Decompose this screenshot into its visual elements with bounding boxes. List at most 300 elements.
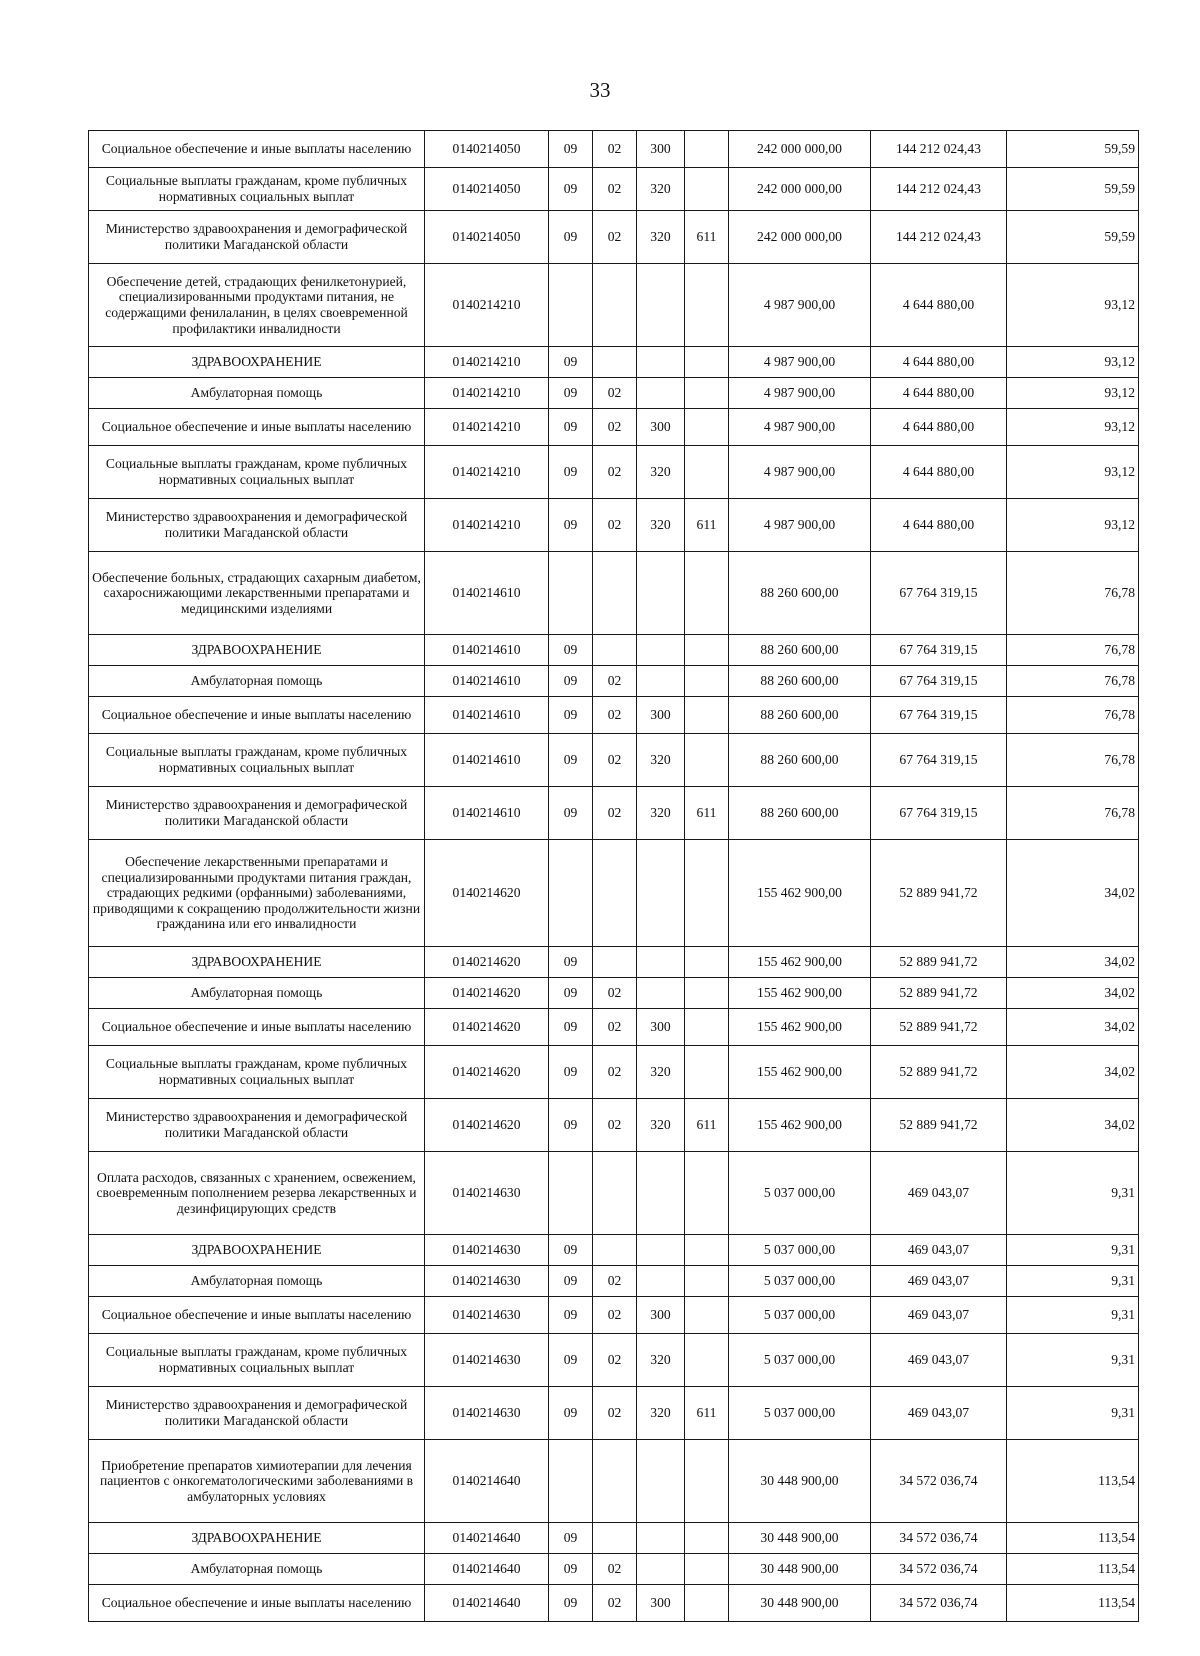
actual-amount: 52 889 941,72 xyxy=(871,978,1007,1009)
table-row xyxy=(89,264,1139,347)
planned-amount: 88 260 600,00 xyxy=(729,552,871,635)
section-code: 09 xyxy=(549,787,593,840)
subsection-code: 02 xyxy=(593,978,637,1009)
table-row xyxy=(89,409,1139,446)
planned-amount: 4 987 900,00 xyxy=(729,409,871,446)
section-code xyxy=(549,552,593,635)
table-row xyxy=(89,1387,1139,1440)
subsection-code: 02 xyxy=(593,697,637,734)
planned-amount: 88 260 600,00 xyxy=(729,697,871,734)
expense-type-code: 320 xyxy=(637,168,685,211)
target-article-code: 0140214630 xyxy=(425,1266,549,1297)
row-name: Социальное обеспечение и иные выплаты населению xyxy=(89,409,425,446)
row-name: Социальные выплаты гражданам, кроме публичных нормативных социальных выплат xyxy=(89,446,425,499)
expense-type-code: 300 xyxy=(637,1009,685,1046)
expense-type-code xyxy=(637,666,685,697)
table-row xyxy=(89,1266,1139,1297)
actual-amount: 469 043,07 xyxy=(871,1297,1007,1334)
table-row xyxy=(89,1334,1139,1387)
row-name: Обеспечение больных, страдающих сахарным диабетом, сахароснижающими лекарственными препаратами и медицинскими изделиями xyxy=(89,552,425,635)
actual-amount: 144 212 024,43 xyxy=(871,131,1007,168)
actual-amount: 67 764 319,15 xyxy=(871,734,1007,787)
subsection-code xyxy=(593,1440,637,1523)
expense-type-code xyxy=(637,635,685,666)
target-article-code: 0140214620 xyxy=(425,1099,549,1152)
target-article-code: 0140214620 xyxy=(425,978,549,1009)
actual-amount: 52 889 941,72 xyxy=(871,1009,1007,1046)
row-name: Социальное обеспечение и иные выплаты населению xyxy=(89,131,425,168)
section-code: 09 xyxy=(549,1585,593,1622)
planned-amount: 155 462 900,00 xyxy=(729,1009,871,1046)
administrator-code: 611 xyxy=(685,1099,729,1152)
target-article-code: 0140214610 xyxy=(425,552,549,635)
target-article-code: 0140214630 xyxy=(425,1152,549,1235)
execution-percent: 34,02 xyxy=(1007,840,1139,947)
planned-amount: 4 987 900,00 xyxy=(729,446,871,499)
planned-amount: 155 462 900,00 xyxy=(729,840,871,947)
actual-amount: 4 644 880,00 xyxy=(871,409,1007,446)
target-article-code: 0140214610 xyxy=(425,635,549,666)
actual-amount: 67 764 319,15 xyxy=(871,666,1007,697)
planned-amount: 4 987 900,00 xyxy=(729,499,871,552)
subsection-code: 02 xyxy=(593,409,637,446)
subsection-code: 02 xyxy=(593,734,637,787)
section-code: 09 xyxy=(549,1387,593,1440)
expense-type-code xyxy=(637,1440,685,1523)
table-body xyxy=(89,131,1139,1622)
administrator-code xyxy=(685,1009,729,1046)
expense-type-code xyxy=(637,1235,685,1266)
subsection-code: 02 xyxy=(593,168,637,211)
row-name: Министерство здравоохранения и демографической политики Магаданской области xyxy=(89,787,425,840)
table-row xyxy=(89,499,1139,552)
target-article-code: 0140214630 xyxy=(425,1297,549,1334)
table-row xyxy=(89,347,1139,378)
table-row xyxy=(89,1009,1139,1046)
subsection-code: 02 xyxy=(593,1099,637,1152)
table-row xyxy=(89,734,1139,787)
planned-amount: 30 448 900,00 xyxy=(729,1585,871,1622)
section-code: 09 xyxy=(549,131,593,168)
row-name: Министерство здравоохранения и демографической политики Магаданской области xyxy=(89,1387,425,1440)
expense-type-code xyxy=(637,1266,685,1297)
subsection-code xyxy=(593,552,637,635)
planned-amount: 4 987 900,00 xyxy=(729,347,871,378)
section-code xyxy=(549,1440,593,1523)
expense-type-code: 320 xyxy=(637,787,685,840)
expense-type-code xyxy=(637,978,685,1009)
target-article-code: 0140214610 xyxy=(425,734,549,787)
section-code xyxy=(549,840,593,947)
planned-amount: 5 037 000,00 xyxy=(729,1266,871,1297)
planned-amount: 155 462 900,00 xyxy=(729,1046,871,1099)
planned-amount: 4 987 900,00 xyxy=(729,264,871,347)
target-article-code: 0140214640 xyxy=(425,1585,549,1622)
section-code: 09 xyxy=(549,1297,593,1334)
table-row xyxy=(89,552,1139,635)
execution-percent: 93,12 xyxy=(1007,409,1139,446)
table-row xyxy=(89,978,1139,1009)
row-name: Министерство здравоохранения и демографической политики Магаданской области xyxy=(89,1099,425,1152)
execution-percent: 76,78 xyxy=(1007,635,1139,666)
subsection-code: 02 xyxy=(593,211,637,264)
table-row xyxy=(89,697,1139,734)
actual-amount: 52 889 941,72 xyxy=(871,1046,1007,1099)
row-name: Социальные выплаты гражданам, кроме публичных нормативных социальных выплат xyxy=(89,1334,425,1387)
actual-amount: 469 043,07 xyxy=(871,1152,1007,1235)
target-article-code: 0140214610 xyxy=(425,666,549,697)
actual-amount: 144 212 024,43 xyxy=(871,211,1007,264)
row-name: Амбулаторная помощь xyxy=(89,978,425,1009)
execution-percent: 59,59 xyxy=(1007,131,1139,168)
execution-percent: 59,59 xyxy=(1007,168,1139,211)
section-code: 09 xyxy=(549,211,593,264)
expense-type-code xyxy=(637,264,685,347)
planned-amount: 242 000 000,00 xyxy=(729,211,871,264)
target-article-code: 0140214210 xyxy=(425,499,549,552)
section-code: 09 xyxy=(549,635,593,666)
administrator-code: 611 xyxy=(685,499,729,552)
row-name: Социальное обеспечение и иные выплаты населению xyxy=(89,1009,425,1046)
execution-percent: 9,31 xyxy=(1007,1297,1139,1334)
expense-type-code: 320 xyxy=(637,446,685,499)
subsection-code: 02 xyxy=(593,1009,637,1046)
row-name: Обеспечение детей, страдающих фенилкетонурией, специализированными продуктами питания, не содержащими фенилаланин, в целях своевременной профилактики инвалидности xyxy=(89,264,425,347)
planned-amount: 4 987 900,00 xyxy=(729,378,871,409)
administrator-code xyxy=(685,1266,729,1297)
administrator-code xyxy=(685,1585,729,1622)
section-code: 09 xyxy=(549,697,593,734)
planned-amount: 30 448 900,00 xyxy=(729,1440,871,1523)
planned-amount: 5 037 000,00 xyxy=(729,1152,871,1235)
administrator-code: 611 xyxy=(685,211,729,264)
section-code: 09 xyxy=(549,1334,593,1387)
administrator-code xyxy=(685,1523,729,1554)
execution-percent: 9,31 xyxy=(1007,1266,1139,1297)
target-article-code: 0140214210 xyxy=(425,446,549,499)
table-row xyxy=(89,947,1139,978)
administrator-code xyxy=(685,635,729,666)
administrator-code xyxy=(685,131,729,168)
row-name: Социальное обеспечение и иные выплаты населению xyxy=(89,1297,425,1334)
execution-percent: 34,02 xyxy=(1007,1099,1139,1152)
administrator-code: 611 xyxy=(685,1387,729,1440)
table-row xyxy=(89,1523,1139,1554)
actual-amount: 469 043,07 xyxy=(871,1266,1007,1297)
row-name: Амбулаторная помощь xyxy=(89,1554,425,1585)
expense-type-code: 320 xyxy=(637,734,685,787)
target-article-code: 0140214640 xyxy=(425,1554,549,1585)
row-name: Министерство здравоохранения и демографической политики Магаданской области xyxy=(89,499,425,552)
expense-type-code xyxy=(637,552,685,635)
table-row xyxy=(89,666,1139,697)
subsection-code: 02 xyxy=(593,1387,637,1440)
target-article-code: 0140214210 xyxy=(425,347,549,378)
expense-type-code: 320 xyxy=(637,499,685,552)
actual-amount: 469 043,07 xyxy=(871,1387,1007,1440)
table-row xyxy=(89,1046,1139,1099)
row-name: Оплата расходов, связанных с хранением, освежением, своевременным пополнением резерва лекарственных и дезинфицирующих средств xyxy=(89,1152,425,1235)
expense-type-code xyxy=(637,1152,685,1235)
planned-amount: 5 037 000,00 xyxy=(729,1334,871,1387)
planned-amount: 155 462 900,00 xyxy=(729,1099,871,1152)
section-code: 09 xyxy=(549,734,593,787)
execution-percent: 113,54 xyxy=(1007,1523,1139,1554)
administrator-code xyxy=(685,840,729,947)
administrator-code xyxy=(685,697,729,734)
target-article-code: 0140214610 xyxy=(425,787,549,840)
target-article-code: 0140214620 xyxy=(425,947,549,978)
administrator-code xyxy=(685,168,729,211)
row-name: ЗДРАВООХРАНЕНИЕ xyxy=(89,947,425,978)
table-row xyxy=(89,1235,1139,1266)
table-row xyxy=(89,1585,1139,1622)
subsection-code: 02 xyxy=(593,1266,637,1297)
subsection-code: 02 xyxy=(593,787,637,840)
expense-type-code: 300 xyxy=(637,409,685,446)
actual-amount: 4 644 880,00 xyxy=(871,264,1007,347)
section-code: 09 xyxy=(549,1099,593,1152)
target-article-code: 0140214620 xyxy=(425,840,549,947)
expense-type-code xyxy=(637,947,685,978)
execution-percent: 113,54 xyxy=(1007,1440,1139,1523)
target-article-code: 0140214630 xyxy=(425,1235,549,1266)
row-name: Обеспечение лекарственными препаратами и специализированными продуктами питания граждан, страдающих редкими (орфанными) заболеваниями, приводящими к сокращению продолжительности жизни гражданина или его инвалидности xyxy=(89,840,425,947)
row-name: Социальные выплаты гражданам, кроме публичных нормативных социальных выплат xyxy=(89,168,425,211)
target-article-code: 0140214630 xyxy=(425,1334,549,1387)
planned-amount: 5 037 000,00 xyxy=(729,1297,871,1334)
section-code xyxy=(549,1152,593,1235)
section-code: 09 xyxy=(549,409,593,446)
target-article-code: 0140214640 xyxy=(425,1440,549,1523)
row-name: Социальное обеспечение и иные выплаты населению xyxy=(89,1585,425,1622)
planned-amount: 30 448 900,00 xyxy=(729,1554,871,1585)
planned-amount: 88 260 600,00 xyxy=(729,635,871,666)
actual-amount: 4 644 880,00 xyxy=(871,499,1007,552)
execution-percent: 9,31 xyxy=(1007,1152,1139,1235)
target-article-code: 0140214610 xyxy=(425,697,549,734)
expense-type-code: 320 xyxy=(637,1046,685,1099)
subsection-code xyxy=(593,840,637,947)
subsection-code: 02 xyxy=(593,446,637,499)
actual-amount: 67 764 319,15 xyxy=(871,787,1007,840)
actual-amount: 52 889 941,72 xyxy=(871,840,1007,947)
administrator-code xyxy=(685,1297,729,1334)
actual-amount: 34 572 036,74 xyxy=(871,1523,1007,1554)
execution-percent: 76,78 xyxy=(1007,787,1139,840)
actual-amount: 4 644 880,00 xyxy=(871,347,1007,378)
execution-percent: 76,78 xyxy=(1007,734,1139,787)
row-name: ЗДРАВООХРАНЕНИЕ xyxy=(89,635,425,666)
administrator-code xyxy=(685,409,729,446)
actual-amount: 52 889 941,72 xyxy=(871,947,1007,978)
actual-amount: 34 572 036,74 xyxy=(871,1554,1007,1585)
section-code: 09 xyxy=(549,378,593,409)
table-row xyxy=(89,787,1139,840)
execution-percent: 113,54 xyxy=(1007,1585,1139,1622)
row-name: Амбулаторная помощь xyxy=(89,666,425,697)
administrator-code xyxy=(685,1235,729,1266)
subsection-code: 02 xyxy=(593,378,637,409)
execution-percent: 93,12 xyxy=(1007,446,1139,499)
table-row xyxy=(89,168,1139,211)
execution-percent: 34,02 xyxy=(1007,947,1139,978)
expense-type-code: 320 xyxy=(637,211,685,264)
administrator-code xyxy=(685,1440,729,1523)
execution-percent: 34,02 xyxy=(1007,1009,1139,1046)
execution-percent: 93,12 xyxy=(1007,264,1139,347)
administrator-code xyxy=(685,734,729,787)
subsection-code xyxy=(593,1152,637,1235)
administrator-code xyxy=(685,347,729,378)
actual-amount: 469 043,07 xyxy=(871,1235,1007,1266)
execution-percent: 9,31 xyxy=(1007,1334,1139,1387)
subsection-code xyxy=(593,1523,637,1554)
target-article-code: 0140214210 xyxy=(425,378,549,409)
subsection-code xyxy=(593,947,637,978)
execution-percent: 76,78 xyxy=(1007,552,1139,635)
section-code: 09 xyxy=(549,1046,593,1099)
table-row xyxy=(89,446,1139,499)
expense-type-code xyxy=(637,347,685,378)
row-name: Социальные выплаты гражданам, кроме публичных нормативных социальных выплат xyxy=(89,734,425,787)
subsection-code: 02 xyxy=(593,1554,637,1585)
target-article-code: 0140214050 xyxy=(425,211,549,264)
planned-amount: 88 260 600,00 xyxy=(729,787,871,840)
row-name: Министерство здравоохранения и демографической политики Магаданской области xyxy=(89,211,425,264)
actual-amount: 4 644 880,00 xyxy=(871,378,1007,409)
section-code: 09 xyxy=(549,1009,593,1046)
section-code: 09 xyxy=(549,1554,593,1585)
target-article-code: 0140214050 xyxy=(425,168,549,211)
subsection-code xyxy=(593,264,637,347)
budget-execution-table xyxy=(88,130,1139,1622)
actual-amount: 469 043,07 xyxy=(871,1334,1007,1387)
planned-amount: 88 260 600,00 xyxy=(729,666,871,697)
section-code: 09 xyxy=(549,499,593,552)
actual-amount: 52 889 941,72 xyxy=(871,1099,1007,1152)
table-row xyxy=(89,378,1139,409)
expense-type-code xyxy=(637,840,685,947)
administrator-code xyxy=(685,1046,729,1099)
planned-amount: 155 462 900,00 xyxy=(729,947,871,978)
table-row xyxy=(89,1440,1139,1523)
expense-type-code: 320 xyxy=(637,1334,685,1387)
expense-type-code: 300 xyxy=(637,1297,685,1334)
table-row xyxy=(89,1297,1139,1334)
administrator-code xyxy=(685,378,729,409)
table-row xyxy=(89,211,1139,264)
planned-amount: 88 260 600,00 xyxy=(729,734,871,787)
section-code: 09 xyxy=(549,666,593,697)
section-code: 09 xyxy=(549,1235,593,1266)
execution-percent: 9,31 xyxy=(1007,1235,1139,1266)
execution-percent: 34,02 xyxy=(1007,1046,1139,1099)
execution-percent: 93,12 xyxy=(1007,347,1139,378)
execution-percent: 9,31 xyxy=(1007,1387,1139,1440)
table-row xyxy=(89,635,1139,666)
target-article-code: 0140214210 xyxy=(425,409,549,446)
subsection-code: 02 xyxy=(593,1046,637,1099)
execution-percent: 34,02 xyxy=(1007,978,1139,1009)
subsection-code xyxy=(593,635,637,666)
planned-amount: 5 037 000,00 xyxy=(729,1235,871,1266)
subsection-code: 02 xyxy=(593,131,637,168)
actual-amount: 34 572 036,74 xyxy=(871,1585,1007,1622)
subsection-code: 02 xyxy=(593,666,637,697)
expense-type-code xyxy=(637,378,685,409)
execution-percent: 76,78 xyxy=(1007,666,1139,697)
execution-percent: 76,78 xyxy=(1007,697,1139,734)
row-name: ЗДРАВООХРАНЕНИЕ xyxy=(89,347,425,378)
subsection-code xyxy=(593,347,637,378)
administrator-code xyxy=(685,978,729,1009)
subsection-code: 02 xyxy=(593,1297,637,1334)
section-code: 09 xyxy=(549,978,593,1009)
section-code: 09 xyxy=(549,347,593,378)
section-code: 09 xyxy=(549,168,593,211)
subsection-code: 02 xyxy=(593,1585,637,1622)
planned-amount: 242 000 000,00 xyxy=(729,131,871,168)
execution-percent: 93,12 xyxy=(1007,378,1139,409)
expense-type-code: 300 xyxy=(637,697,685,734)
administrator-code: 611 xyxy=(685,787,729,840)
administrator-code xyxy=(685,1554,729,1585)
subsection-code: 02 xyxy=(593,499,637,552)
actual-amount: 67 764 319,15 xyxy=(871,552,1007,635)
administrator-code xyxy=(685,1334,729,1387)
execution-percent: 113,54 xyxy=(1007,1554,1139,1585)
expense-type-code: 320 xyxy=(637,1387,685,1440)
expense-type-code xyxy=(637,1554,685,1585)
execution-percent: 59,59 xyxy=(1007,211,1139,264)
row-name: Приобретение препаратов химиотерапии для лечения пациентов с онкогематологическими заболеваниями в амбулаторных условиях xyxy=(89,1440,425,1523)
table-row xyxy=(89,1099,1139,1152)
section-code: 09 xyxy=(549,1523,593,1554)
target-article-code: 0140214620 xyxy=(425,1009,549,1046)
section-code xyxy=(549,264,593,347)
expense-type-code: 320 xyxy=(637,1099,685,1152)
administrator-code xyxy=(685,1152,729,1235)
row-name: Амбулаторная помощь xyxy=(89,378,425,409)
page-number: 33 xyxy=(589,78,611,102)
section-code: 09 xyxy=(549,1266,593,1297)
actual-amount: 67 764 319,15 xyxy=(871,635,1007,666)
row-name: Социальное обеспечение и иные выплаты населению xyxy=(89,697,425,734)
table-row xyxy=(89,131,1139,168)
actual-amount: 4 644 880,00 xyxy=(871,446,1007,499)
row-name: ЗДРАВООХРАНЕНИЕ xyxy=(89,1523,425,1554)
planned-amount: 30 448 900,00 xyxy=(729,1523,871,1554)
actual-amount: 34 572 036,74 xyxy=(871,1440,1007,1523)
table-row xyxy=(89,840,1139,947)
row-name: Амбулаторная помощь xyxy=(89,1266,425,1297)
subsection-code xyxy=(593,1235,637,1266)
administrator-code xyxy=(685,947,729,978)
actual-amount: 144 212 024,43 xyxy=(871,168,1007,211)
actual-amount: 67 764 319,15 xyxy=(871,697,1007,734)
planned-amount: 242 000 000,00 xyxy=(729,168,871,211)
row-name: Социальные выплаты гражданам, кроме публичных нормативных социальных выплат xyxy=(89,1046,425,1099)
target-article-code: 0140214630 xyxy=(425,1387,549,1440)
table-row xyxy=(89,1554,1139,1585)
planned-amount: 5 037 000,00 xyxy=(729,1387,871,1440)
expense-type-code: 300 xyxy=(637,131,685,168)
execution-percent: 93,12 xyxy=(1007,499,1139,552)
expense-type-code xyxy=(637,1523,685,1554)
row-name: ЗДРАВООХРАНЕНИЕ xyxy=(89,1235,425,1266)
target-article-code: 0140214050 xyxy=(425,131,549,168)
